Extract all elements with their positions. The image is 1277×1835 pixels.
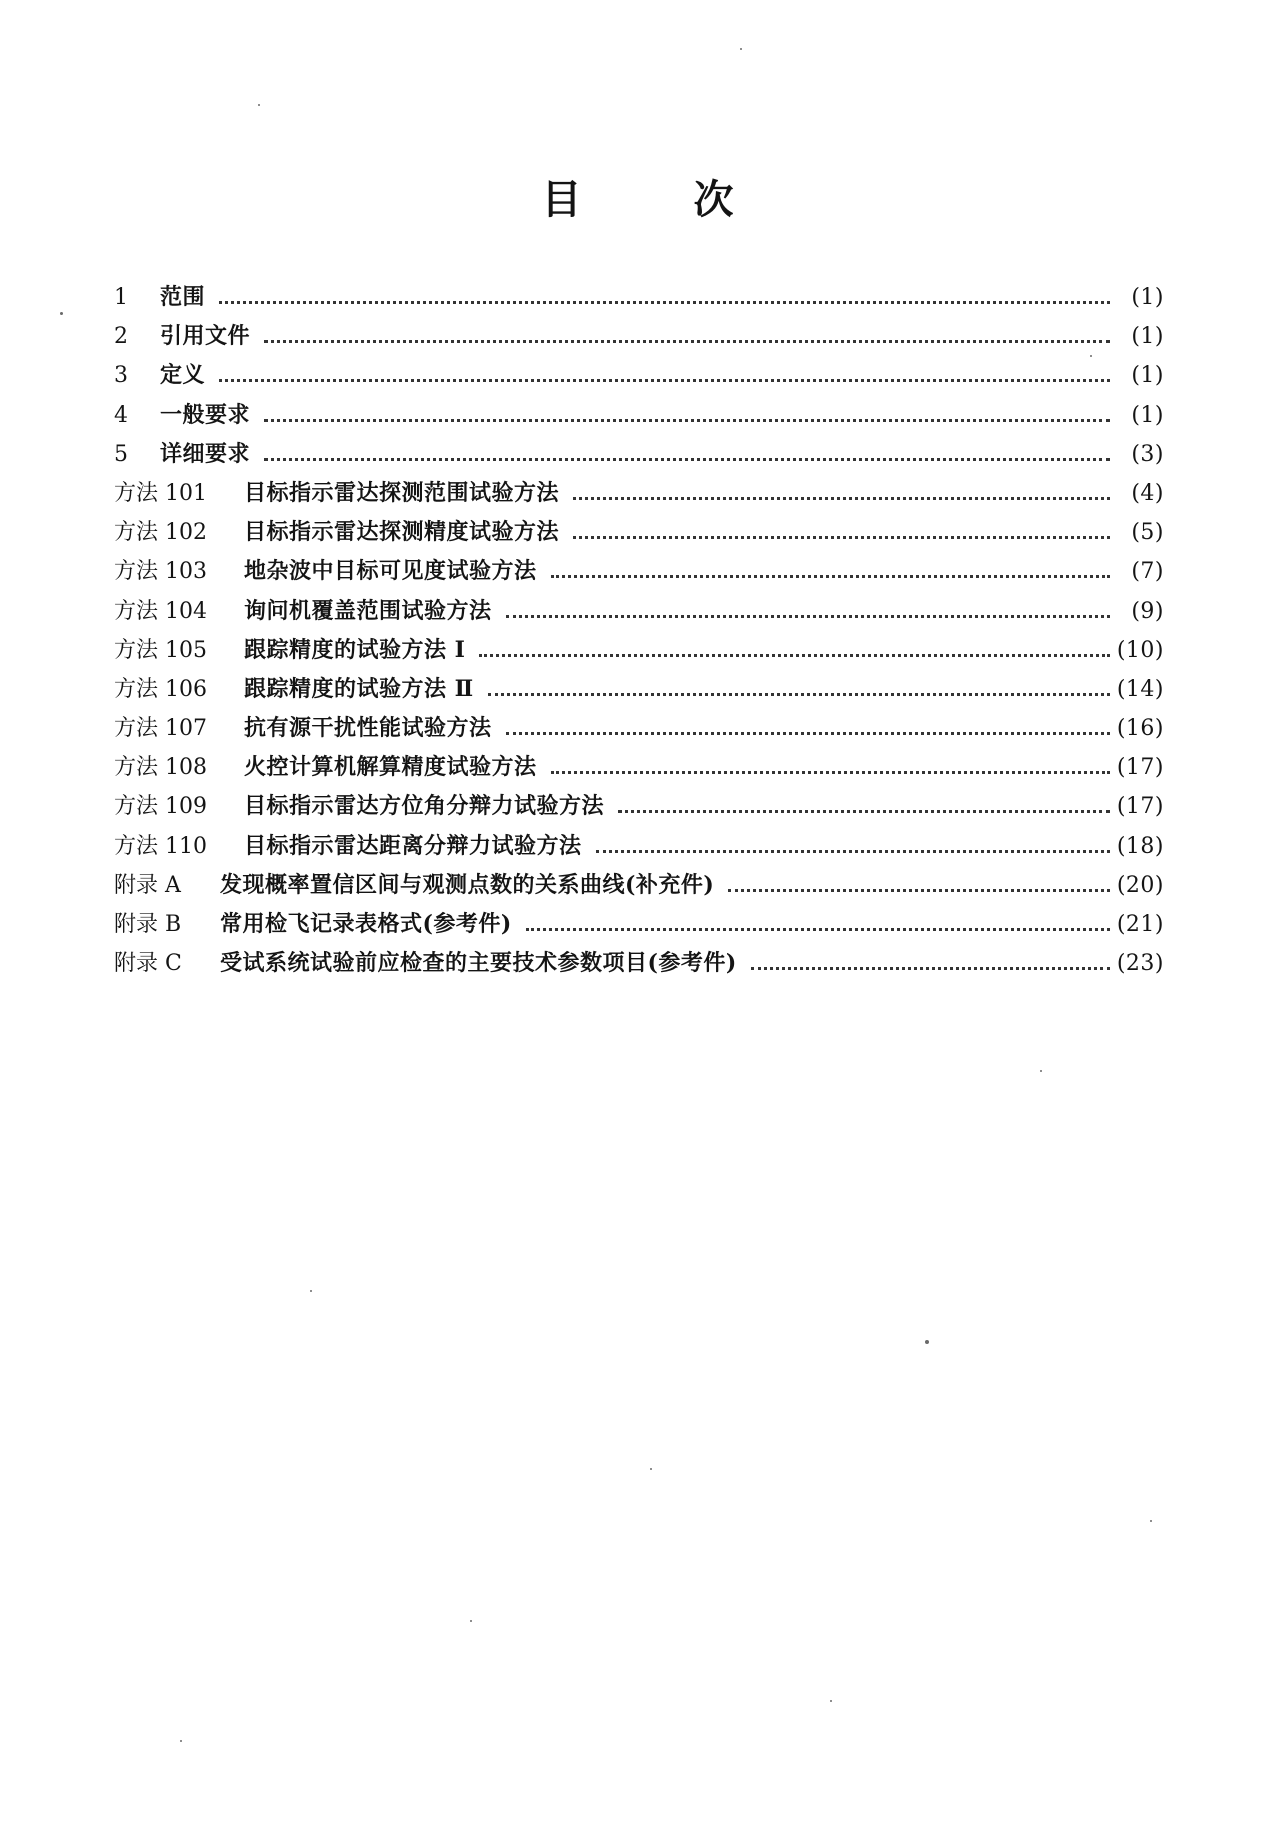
toc-dot-leader xyxy=(596,849,1110,853)
toc-entry[interactable] xyxy=(114,554,1164,593)
scan-speck xyxy=(310,1290,312,1292)
toc-dot-leader xyxy=(573,535,1110,539)
toc-entry-page: (17) xyxy=(1116,794,1164,820)
toc-entry[interactable] xyxy=(114,711,1164,750)
toc-entry-number: 方法 104 xyxy=(114,598,207,624)
toc-entry-label: 范围 xyxy=(160,284,206,310)
scan-speck xyxy=(830,1700,832,1702)
toc-entry-page: (7) xyxy=(1131,559,1164,585)
toc-entry-number: 方法 108 xyxy=(114,755,207,781)
toc-entry-number: 方法 106 xyxy=(114,676,207,702)
toc-dot-leader xyxy=(219,378,1110,382)
toc-entry-page: (10) xyxy=(1116,637,1164,663)
toc-dot-leader xyxy=(551,770,1110,774)
table-of-contents xyxy=(114,280,1164,985)
toc-dot-leader xyxy=(479,653,1110,657)
scan-speck xyxy=(180,1740,182,1742)
scan-speck xyxy=(925,1340,929,1344)
toc-entry-number: 2 xyxy=(114,324,128,350)
toc-entry[interactable] xyxy=(114,594,1164,633)
toc-dot-leader xyxy=(573,496,1110,500)
toc-dot-leader xyxy=(526,927,1110,931)
toc-entry-label: 定义 xyxy=(160,362,206,389)
toc-entry-label: 发现概率置信区间与观测点数的关系曲线(补充件) xyxy=(220,871,715,898)
toc-entry-label: 抗有源干扰性能试验方法 xyxy=(244,715,492,742)
page-title xyxy=(0,168,1277,225)
scan-speck xyxy=(1040,1070,1042,1072)
toc-dot-leader xyxy=(506,614,1110,618)
toc-entry[interactable] xyxy=(114,476,1164,515)
toc-entry[interactable] xyxy=(114,633,1164,672)
toc-entry-number: 方法 110 xyxy=(114,833,207,859)
toc-entry-page: (21) xyxy=(1116,912,1164,937)
toc-entry-page: (14) xyxy=(1116,676,1164,702)
toc-entry-number: 3 xyxy=(114,363,128,389)
toc-entry-page: (1) xyxy=(1131,324,1164,350)
scan-speck xyxy=(740,48,742,50)
toc-entry-number: 附录 C xyxy=(114,951,182,977)
toc-entry-page: (20) xyxy=(1116,872,1164,898)
toc-entry[interactable] xyxy=(114,319,1164,358)
toc-entry[interactable] xyxy=(114,437,1164,476)
scan-speck xyxy=(650,1468,652,1470)
toc-entry-number: 方法 107 xyxy=(114,716,207,742)
toc-entry-label: 常用检飞记录表格式(参考件) xyxy=(220,911,512,937)
toc-entry-number: 方法 102 xyxy=(114,520,207,546)
toc-entry-label: 跟踪精度的试验方法 Ⅰ xyxy=(244,636,466,663)
title-char-1: 目 xyxy=(541,176,584,223)
toc-entry-page: (1) xyxy=(1131,402,1164,428)
toc-dot-leader xyxy=(219,300,1110,304)
toc-dot-leader xyxy=(551,574,1110,578)
scan-speck xyxy=(470,1620,472,1622)
toc-dot-leader xyxy=(506,731,1110,735)
scan-speck xyxy=(1090,355,1092,357)
toc-entry-number: 方法 101 xyxy=(114,480,207,506)
scan-speck xyxy=(60,312,63,315)
toc-entry-page: (9) xyxy=(1131,598,1164,624)
title-char-2: 次 xyxy=(693,176,736,223)
toc-dot-leader xyxy=(728,888,1110,892)
toc-entry[interactable] xyxy=(114,672,1164,711)
toc-entry-number: 方法 109 xyxy=(114,794,207,820)
toc-entry-label: 目标指示雷达探测范围试验方法 xyxy=(244,479,560,506)
toc-entry[interactable] xyxy=(114,515,1164,554)
toc-entry-number: 4 xyxy=(114,402,128,428)
toc-entry[interactable] xyxy=(114,829,1164,868)
toc-entry[interactable] xyxy=(114,280,1164,319)
toc-entry[interactable] xyxy=(114,398,1164,437)
toc-entry-number: 方法 105 xyxy=(114,637,207,663)
toc-entry[interactable] xyxy=(114,907,1164,946)
toc-entry-label: 目标指示雷达方位角分辩力试验方法 xyxy=(244,793,605,820)
toc-entry[interactable] xyxy=(114,750,1164,789)
toc-entry-page: (1) xyxy=(1131,285,1164,310)
toc-entry-page: (1) xyxy=(1131,363,1164,389)
toc-entry-page: (17) xyxy=(1116,755,1164,781)
scan-speck xyxy=(1150,1520,1152,1522)
toc-dot-leader xyxy=(264,418,1110,422)
toc-entry-page: (23) xyxy=(1116,951,1164,977)
toc-entry-label: 地杂波中目标可见度试验方法 xyxy=(244,558,537,585)
toc-entry-label: 受试系统试验前应检查的主要技术参数项目(参考件) xyxy=(220,950,737,977)
toc-entry-page: (3) xyxy=(1131,441,1164,467)
toc-entry-label: 询问机覆盖范围试验方法 xyxy=(244,597,492,624)
toc-dot-leader xyxy=(618,809,1110,813)
toc-dot-leader xyxy=(751,966,1110,970)
toc-entry-label: 一般要求 xyxy=(160,401,251,428)
toc-entry-number: 5 xyxy=(114,441,128,467)
toc-dot-leader xyxy=(488,692,1110,696)
toc-entry-page: (5) xyxy=(1131,520,1164,546)
toc-dot-leader xyxy=(264,339,1110,343)
toc-entry[interactable] xyxy=(114,358,1164,397)
toc-entry-page: (16) xyxy=(1116,716,1164,742)
toc-entry-page: (4) xyxy=(1131,480,1164,506)
toc-entry-number: 附录 A xyxy=(114,872,181,898)
toc-entry-label: 跟踪精度的试验方法 Ⅱ xyxy=(244,675,474,702)
toc-entry[interactable] xyxy=(114,789,1164,828)
toc-entry-label: 火控计算机解算精度试验方法 xyxy=(244,754,537,781)
toc-entry-page: (18) xyxy=(1116,833,1164,859)
toc-entry[interactable] xyxy=(114,946,1164,985)
toc-entry-label: 目标指示雷达探测精度试验方法 xyxy=(244,519,560,546)
scan-speck xyxy=(258,104,260,106)
toc-entry-label: 目标指示雷达距离分辩力试验方法 xyxy=(244,832,582,859)
toc-entry-label: 详细要求 xyxy=(160,440,251,467)
toc-entry-number: 方法 103 xyxy=(114,559,207,585)
toc-entry-label: 引用文件 xyxy=(160,323,251,350)
toc-entry-number: 1 xyxy=(114,285,128,310)
toc-entry[interactable] xyxy=(114,868,1164,907)
toc-dot-leader xyxy=(264,457,1110,461)
toc-entry-number: 附录 B xyxy=(114,912,182,937)
